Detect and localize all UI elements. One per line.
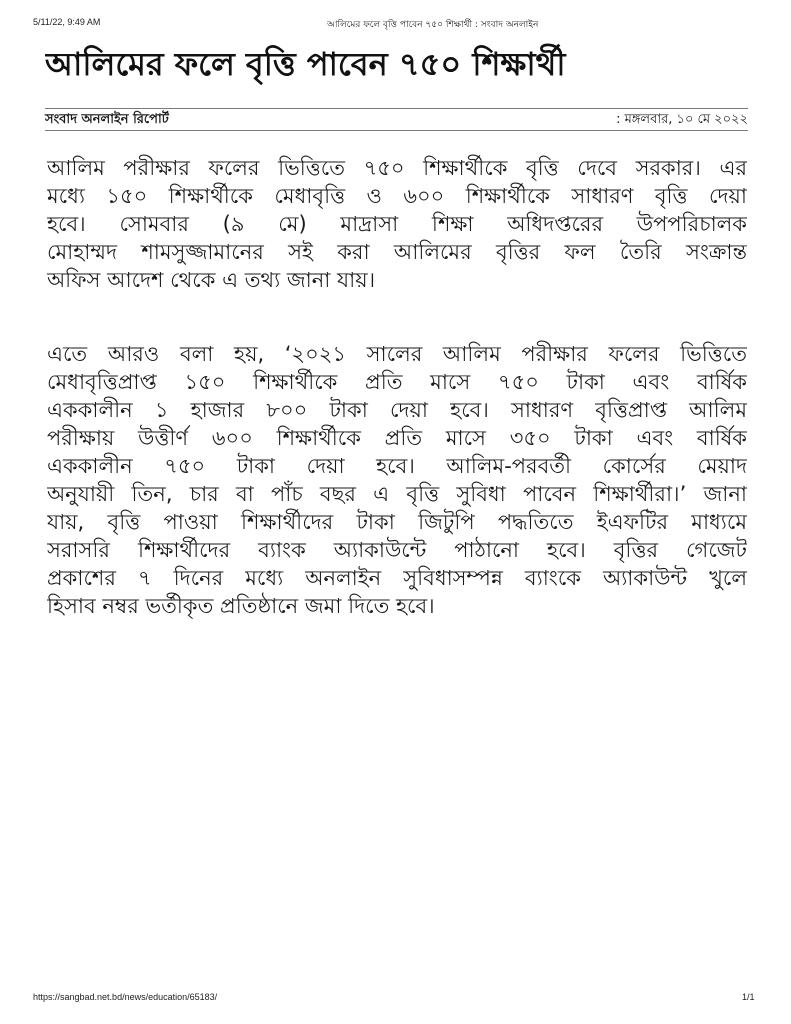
byline-bottom-divider	[45, 130, 748, 131]
paragraph-line: সরাসরি শিক্ষার্থীদের ব্যাংক অ্যাকাউন্টে পাঠানো হবে। বৃত্তির গেজেট	[47, 538, 747, 562]
paragraph-line: অফিস আদেশ থেকে এ তথ্য জানা যায়।	[47, 268, 376, 292]
paragraph-line: মোহাম্মদ শামসুজ্জামানের সই করা আলিমের বৃত্তির ফল তৈরি সংক্রান্ত	[47, 240, 747, 264]
byline-top-divider	[45, 108, 748, 109]
paragraph-line: এককালীন ১ হাজার ৮০০ টাকা দেয়া হবে। সাধারণ বৃত্তিপ্রাপ্ত আলিম	[47, 398, 747, 422]
print-footer-url: https://sangbad.net.bd/news/education/65183/	[33, 992, 218, 1002]
paragraph-line: অনুযায়ী তিন, চার বা পাঁচ বছর এ বৃত্তি সুবিধা পাবেন শিক্ষার্থীরা।’ জানা	[47, 482, 747, 506]
print-footer-page-number: 1/1	[742, 992, 755, 1002]
article-paragraph-1	[47, 154, 747, 294]
paragraph-line: যায়, বৃত্তি পাওয়া শিক্ষার্থীদের টাকা জিটুপি পদ্ধতিতে ইএফটির মাধ্যমে	[47, 510, 747, 534]
paragraph-line: প্রকাশের ৭ দিনের মধ্যে অনলাইন সুবিধাসম্পন্ন ব্যাংকে অ্যাকাউন্ট খুলে	[47, 566, 747, 590]
print-header-datetime: 5/11/22, 9:49 AM	[33, 17, 101, 27]
article-paragraph-2	[47, 340, 747, 620]
byline-row	[45, 110, 748, 130]
paragraph-line: আলিম পরীক্ষার ফলের ভিত্তিতে ৭৫০ শিক্ষার্থীকে বৃত্তি দেবে সরকার। এর	[47, 156, 747, 180]
paragraph-line: হিসাব নম্বর ভর্তীকৃত প্রতিষ্ঠানে জমা দিতে হবে।	[47, 594, 435, 618]
paragraph-line: এতে আরও বলা হয়, ‘২০২১ সালের আলিম পরীক্ষার ফলের ভিত্তিতে	[47, 342, 747, 366]
article-headline: আলিমের ফলে বৃত্তি পাবেন ৭৫০ শিক্ষার্থী	[45, 45, 566, 83]
print-header-page-title: আলিমের ফলে বৃত্তি পাবেন ৭৫০ শিক্ষার্থী : সংবাদ অনলাইন	[327, 20, 539, 30]
paragraph-line: হবে। সোমবার (৯ মে) মাদ্রাসা শিক্ষা অধিদপ্তরের উপপরিচালক	[47, 212, 747, 236]
paragraph-line: মেধাবৃত্তিপ্রাপ্ত ১৫০ শিক্ষার্থীকে প্রতি মাসে ৭৫০ টাকা এবং বার্ষিক	[47, 370, 747, 394]
paragraph-line: মধ্যে ১৫০ শিক্ষার্থীকে মেধাবৃত্তি ও ৬০০ শিক্ষার্থীকে সাধারণ বৃত্তি দেয়া	[47, 184, 747, 208]
article-date: : মঙ্গলবার, ১০ মে ২০২২	[616, 112, 748, 127]
paragraph-line: এককালীন ৭৫০ টাকা দেয়া হবে। আলিম-পরবর্তী কোর্সের মেয়াদ	[47, 454, 747, 478]
paragraph-line: পরীক্ষায় উত্তীর্ণ ৬০০ শিক্ষার্থীকে প্রতি মাসে ৩৫০ টাকা এবং বার্ষিক	[47, 426, 747, 450]
article-byline: সংবাদ অনলাইন রিপোর্ট	[45, 112, 169, 127]
